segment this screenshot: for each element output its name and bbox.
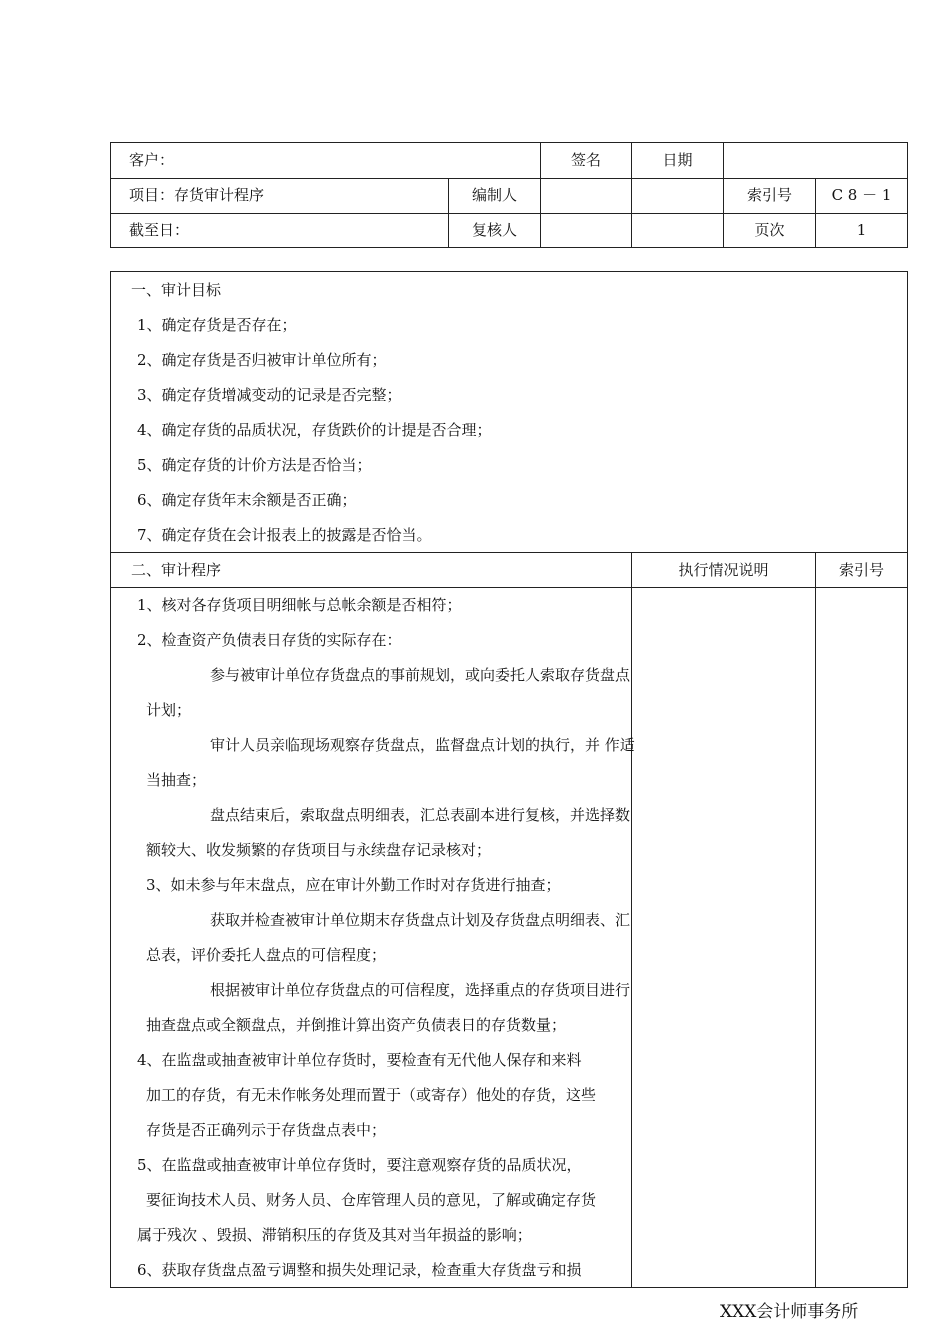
- objective-item: 1、确定存货是否存在；: [137, 316, 297, 334]
- procedure-line: 4、在监盘或抽查被审计单位存货时，要检查有无代他人保存和来料: [137, 1051, 582, 1069]
- objective-item: 2、确定存货是否归被审计单位所有；: [137, 351, 387, 369]
- preparer-label: 编制人: [471, 186, 517, 204]
- objective-item: 4、确定存货的品质状况，存货跌价的计提是否合理；: [137, 421, 492, 439]
- procedure-line: 计划；: [146, 701, 192, 719]
- objective-item: 3、确定存货增减变动的记录是否完整；: [137, 386, 402, 404]
- procedures-title: 二、审计程序: [131, 561, 222, 579]
- procedure-line: 5、在监盘或抽查被审计单位存货时，要注意观察存货的品质状况，: [137, 1156, 582, 1174]
- objective-item: 5、确定存货的计价方法是否恰当；: [137, 456, 372, 474]
- firm-name: XXX会计师事务所: [720, 1302, 859, 1322]
- audit-program-table: [110, 271, 908, 1288]
- column-divider-index: [815, 552, 816, 1287]
- date-label: 日期: [662, 151, 693, 169]
- index-value: C 8 － 1: [831, 186, 892, 204]
- procedure-line: 要征询技术人员、财务人员、仓库管理人员的意见，了解或确定存货: [146, 1191, 597, 1209]
- procedure-line: 盘点结束后，索取盘点明细表，汇总表副本进行复核，并选择数: [210, 806, 631, 824]
- procedure-line: 6、获取存货盘点盈亏调整和损失处理记录，检查重大存货盘亏和损: [137, 1261, 582, 1279]
- procedure-line: 3、如未参与年末盘点，应在审计外勤工作时对存货进行抽查；: [146, 876, 561, 894]
- procedure-line: 2、检查资产负债表日存货的实际存在：: [137, 631, 402, 649]
- header-col-divider: [540, 178, 541, 247]
- procedure-line: 参与被审计单位存货盘点的事前规划，或向委托人索取存货盘点: [210, 666, 631, 684]
- procedure-line: 根据被审计单位存货盘点的可信程度，选择重点的存货项目进行: [210, 981, 631, 999]
- procedure-line: 获取并检查被审计单位期末存货盘点计划及存货盘点明细表、汇: [210, 911, 631, 929]
- cutoff-label: 截至日：: [129, 221, 190, 239]
- header-table: [110, 142, 908, 248]
- page-value: 1: [856, 221, 867, 239]
- procedure-line: 当抽查；: [146, 771, 207, 789]
- section-divider: [111, 552, 907, 553]
- reviewer-label: 复核人: [471, 221, 517, 239]
- procedure-line: 加工的存货，有无未作帐务处理而置于（或寄存）他处的存货，这些: [146, 1086, 597, 1104]
- procedure-line: 存货是否正确列示于存货盘点表中；: [146, 1121, 387, 1139]
- section-divider: [111, 587, 907, 588]
- column-divider-execution: [631, 552, 632, 1287]
- index-label: 索引号: [746, 186, 792, 204]
- procedure-line: 审计人员亲临现场观察存货盘点，监督盘点计划的执行，并 作适: [210, 736, 635, 754]
- client-label: 客户：: [129, 151, 175, 169]
- page-label: 页次: [754, 221, 785, 239]
- project-label: 项目：存货审计程序: [129, 186, 265, 204]
- procedure-line: 额较大、收发频繁的存货项目与永续盘存记录核对；: [146, 841, 492, 859]
- execution-column-header: 执行情况说明: [678, 561, 769, 579]
- objectives-title: 一、审计目标: [131, 281, 222, 299]
- sign-label: 签名: [570, 151, 601, 169]
- procedure-line: 总表，评价委托人盘点的可信程度；: [146, 946, 387, 964]
- procedure-line: 1、核对各存货项目明细帐与总帐余额是否相符；: [137, 596, 462, 614]
- index-column-header: 索引号: [838, 561, 884, 579]
- procedure-line: 属于残次 、毁损、滞销积压的存货及其对当年损益的影响；: [137, 1226, 532, 1244]
- objective-item: 7、确定存货在会计报表上的披露是否恰当。: [137, 526, 432, 544]
- objective-item: 6、确定存货年末余额是否正确；: [137, 491, 357, 509]
- procedure-line: 抽查盘点或全额盘点，并倒推计算出资产负债表日的存货数量；: [146, 1016, 567, 1034]
